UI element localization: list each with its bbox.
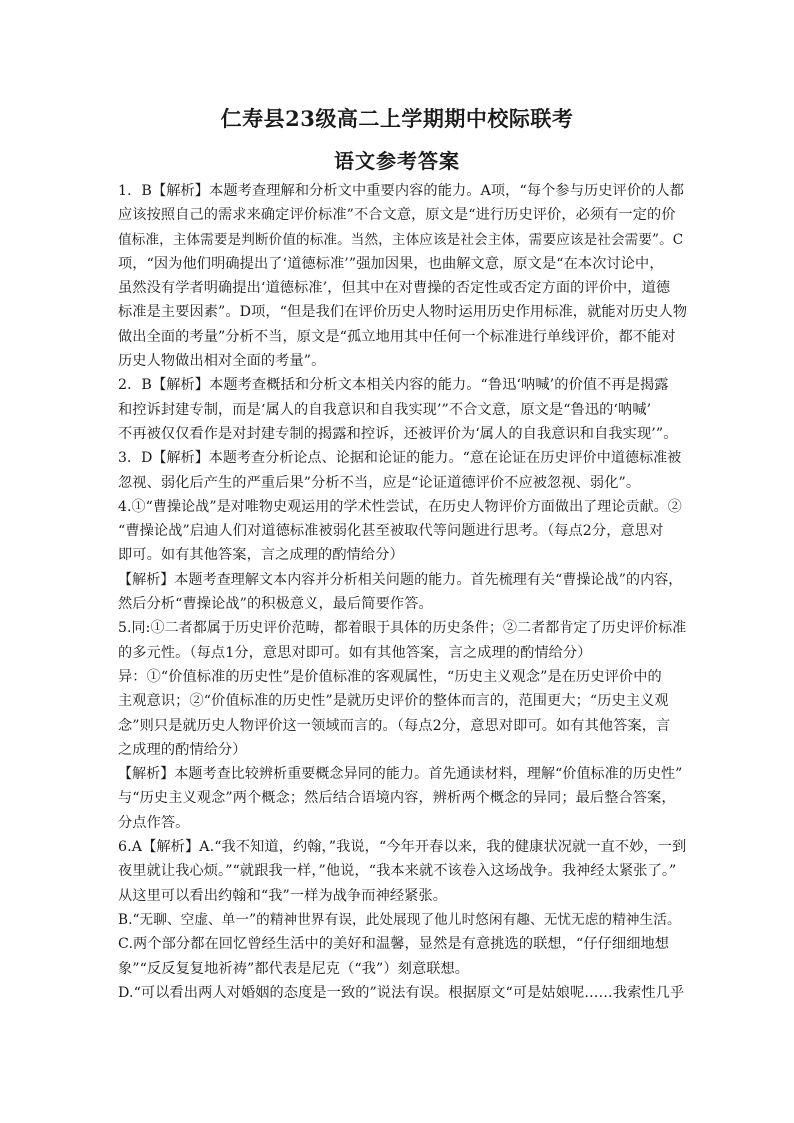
text-line: 夜里就让我心烦。”“就跟我一样，”他说，“我本来就不该卷入这场战争。我神经太紧张了。” (118, 863, 677, 880)
answer-body (118, 179, 688, 1005)
text-line: 【解析】本题考查比较辨析重要概念异同的能力。首先通读材料，理解“价值标准的历史性” (118, 766, 683, 783)
text-line: D.“可以看出两人对婚姻的态度是一致的”说法有误。根据原文“可是姑娘呢……我索性几乎 (118, 984, 685, 1001)
text-line: 6.A【解析】A.“我不知道，约翰，”我说，“今年开春以来，我的健康状况就一直不妙，一到 (118, 839, 687, 856)
text-line: 的多元性。（每点1分，意思对即可。如有其他答案，言之成理的酌情给分） (118, 644, 592, 661)
text-line: 忽视、弱化后产生的严重后果”分析不当，应是“论证道德评价不应被忽视、弱化”。 (118, 474, 641, 491)
page-subtitle: 语文参考答案 (334, 149, 460, 173)
text-line: 历史人物做出相对全面的考量”。 (118, 353, 326, 370)
text-line: 主观意识；②“价值标准的历史性”是就历史评价的整体而言的，范围更大；“历史主义观 (118, 693, 669, 710)
text-line: 【解析】本题考查理解文本内容并分析相关问题的能力。首先梳理有关“曹操论战”的内容， (118, 571, 683, 588)
text-line: 1．B【解析】本题考查理解和分析文中重要内容的能力。A项，“每个参与历史评价的人都 (118, 183, 684, 199)
text-line: 之成理的酌情给分） (118, 741, 247, 758)
text-line: 象”“反反复复地祈祷”都代表是尼克（“我”）刻意联想。 (118, 960, 470, 977)
text-line: 值标准，主体需要是判断价值的标准。当然，主体应该是社会主体，需要应该是社会需要”。C (118, 231, 684, 248)
text-line: 5.同:①二者都属于历史评价范畴，都着眼于具体的历史条件；②二者都肯定了历史评价标准 (118, 620, 687, 637)
text-line: 和控诉封建专制，而是‘属人的自我意识和自我实现’”不合文意，原文是“鲁迅的‘呐喊’ (118, 401, 652, 418)
text-line: 分点作答。 (118, 814, 190, 831)
text-line: 做出全面的考量”分析不当，原文是“孤立地用其中任何一个标准进行单线评价，都不能对 (118, 328, 676, 345)
text-line: 3．D【解析】本题考查分析论点、论据和论证的能力。“意在论证在历史评价中道德标准被 (118, 450, 682, 467)
text-line: B.“无聊、空虚、单一”的精神世界有误，此处展现了他儿时悠闲有趣、无忧无虑的精神生活。 (118, 911, 681, 928)
text-line: 应该按照自己的需求来确定评价标准”不合文意，原文是“进行历史评价，必须有一定的价 (118, 207, 676, 224)
text-line: C.两个部分都在回忆曾经生活中的美好和温馨，显然是有意挑选的联想，“仔仔细细地想 (118, 936, 670, 953)
page-title: 仁寿县23级高二上学期期中校际联考 (220, 106, 574, 131)
text-line: 2．B【解析】本题考查概括和分析文本相关内容的能力。“鲁迅‘呐喊’的价值不再是揭露 (118, 377, 669, 394)
text-line: 4.①“曹操论战”是对唯物史观运用的学术性尝试，在历史人物评价方面做出了理论贡献。② (118, 498, 682, 515)
text-line: “曹操论战”启迪人们对道德标准被弱化甚至被取代等问题进行思考。（每点2分，意思对 (118, 523, 664, 540)
text-line: 标准是主要因素”。D项，“但是我们在评价历史人物时运用历史作用标准，就能对历史人物 (118, 304, 688, 321)
text-line: 与“历史主义观念”两个概念；然后结合语境内容，辨析两个概念的异同；最后整合答案， (118, 790, 676, 807)
text-line: 项，“因为他们明确提出了‘道德标准’”强加因果，也曲解文意，原文是“在本次讨论中， (118, 255, 664, 272)
text-line: 虽然没有学者明确提出‘道德标准’，但其中在对曹操的否定性或否定方面的评价中，道德 (118, 280, 671, 297)
text-line: 从这里可以看出约翰和“我”一样为战争而神经紧张。 (118, 887, 448, 904)
text-line: 不再被仅仅看作是对封建专制的揭露和控诉，还被评价为‘属人的自我意识和自我实现’”。 (118, 425, 678, 442)
text-line: 异：①“价值标准的历史性”是价值标准的客观属性，“历史主义观念”是在历史评价中的 (118, 668, 662, 685)
text-line: 念”则只是就历史人物评价这一领域而言的。（每点2分，意思对即可。如有其他答案，言 (118, 717, 671, 734)
text-line: 即可。如有其他答案，言之成理的酌情给分） (118, 547, 404, 564)
text-line: 然后分析“曹操论战”的积极意义，最后简要作答。 (118, 596, 433, 613)
